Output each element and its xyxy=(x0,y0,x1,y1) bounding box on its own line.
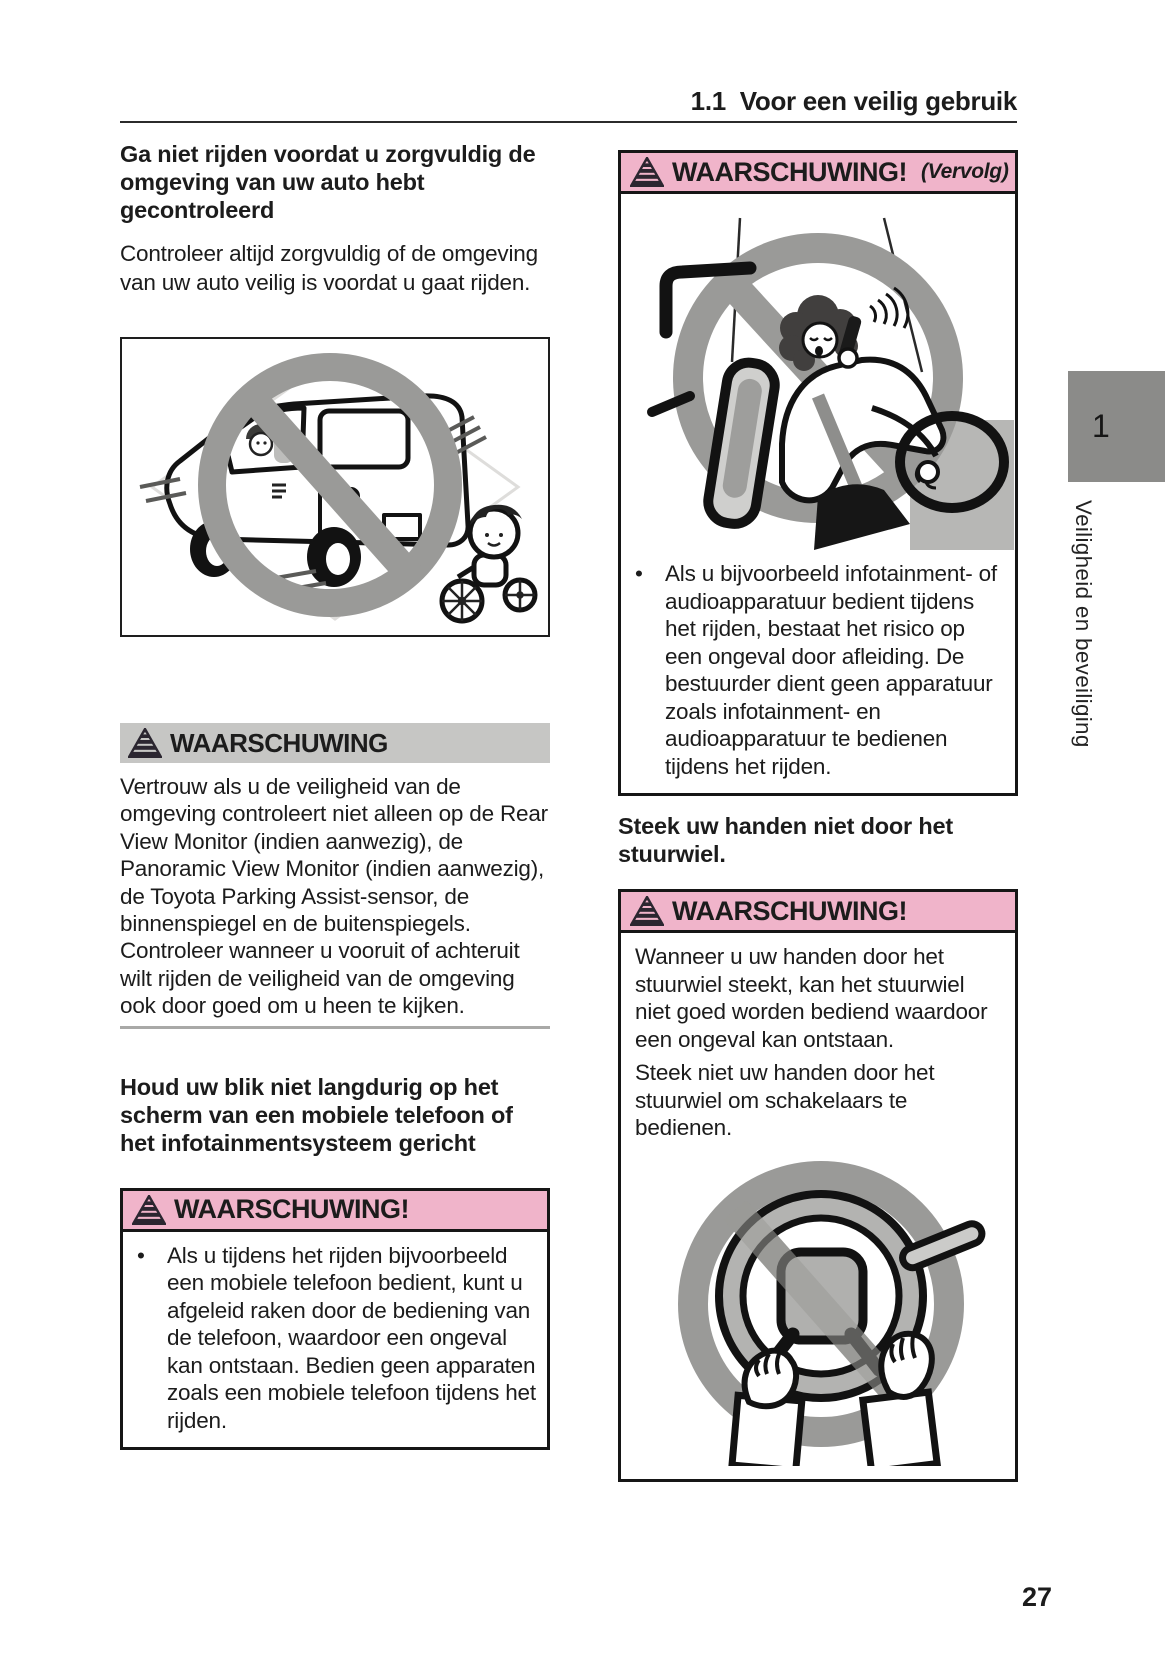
warning-triangle-icon xyxy=(128,728,162,758)
warning-pink-header xyxy=(123,1191,547,1232)
section-heading-check-surroundings: Ga niet rijden voordat u zorgvuldig de omgeving van uw auto hebt gecontroleerd xyxy=(120,141,536,223)
bullet-dot: • xyxy=(635,561,643,586)
warning-paragraph: Wanneer u uw handen door het stuurwiel steekt, kan het stuurwiel niet goed worden bediend waardoor een ongeval kan ontstaan. xyxy=(635,944,988,1052)
chapter-title-vertical: Veiligheid en beveiliging xyxy=(1071,500,1096,748)
chapter-number: 1 xyxy=(1092,408,1110,444)
section-body-check-surroundings: Controleer altijd zorgvuldig of de omgeving van uw auto veilig is voordat u gaat rijden. xyxy=(120,241,538,295)
warning-pink-header xyxy=(621,892,1015,933)
prohibition-van-illustration xyxy=(122,339,548,635)
warning-gray-header xyxy=(120,723,550,763)
warning-pink-body xyxy=(621,550,1015,793)
warning-box-pink-steering xyxy=(618,889,1018,1482)
right-column xyxy=(618,150,1018,1482)
warning-triangle-icon xyxy=(132,1195,166,1225)
no-driving-before-check-figure xyxy=(120,337,550,637)
warning-pink-body xyxy=(621,933,1015,1479)
warning-pink-header xyxy=(621,153,1015,194)
warning-bullet-item xyxy=(631,560,1007,780)
header-divider xyxy=(120,121,1017,123)
warning-gray-title: WAARSCHUWING xyxy=(170,727,388,758)
bullet-dot: • xyxy=(137,1242,145,1268)
chapter-tab xyxy=(1068,371,1165,482)
warning-gray-body: Vertrouw als u de veiligheid van de omgeving controleert niet alleen op de Rear View Monitor (indien aanwezig), de Panoramic View Monitor (indien aanwezig), de Toyota Parking Assist-sensor, de binnenspiegel en de buitenspiegels. Controleer wanneer u vooruit of achteruit wilt rijden de veiligheid van de omgeving ook door goed om u heen te kijken. xyxy=(120,774,548,1019)
bullet-text: Als u tijdens het rijden bijvoorbeeld een mobiele telefoon bedient, kunt u afgeleid raken door de bediening van de telefoon, waardoor een ongeval kan ontstaan. Bedien geen apparaten zoals een mobiele telefoon tijdens het rijden. xyxy=(167,1242,536,1433)
no-hands-through-wheel-figure xyxy=(631,1148,1007,1466)
page-title: 1.1 Voor een veilig gebruik xyxy=(690,86,1017,116)
warning-pink-title: WAARSCHUWING! xyxy=(672,895,907,926)
warning-paragraph: Steek niet uw handen door het stuurwiel om schakelaars te bedienen. xyxy=(635,1060,935,1140)
warning-pink-title: WAARSCHUWING! xyxy=(174,1194,409,1225)
warning-pink-body xyxy=(123,1232,547,1448)
warning-continued-label: (Vervolg) xyxy=(920,160,1009,183)
section-heading-no-staring-at-phone: Houd uw blik niet langdurig op het scherm van een mobiele telefoon of het infotainmentsysteem gericht xyxy=(120,1073,513,1156)
bullet-text: Als u bijvoorbeeld infotainment- of audioapparatuur bedient tijdens het rijden, bestaat het risico op een ongeval door afleiding. De bestuurder dient geen apparatuur zoals infotainment- en audioapparatuur te bedienen tijdens het rijden. xyxy=(665,561,997,779)
warning-triangle-icon xyxy=(630,896,664,926)
warning-gray-divider xyxy=(120,1026,550,1029)
warning-box-pink-phone xyxy=(120,1188,550,1451)
warning-box-gray xyxy=(120,723,550,1029)
warning-bullet-item xyxy=(133,1242,539,1435)
no-phone-while-driving-figure xyxy=(621,200,1015,550)
warning-box-pink-continued xyxy=(618,150,1018,796)
prohibition-phone-driver-illustration xyxy=(622,200,1014,550)
warning-triangle-icon xyxy=(630,157,664,187)
prohibition-steering-wheel-illustration xyxy=(631,1148,1011,1466)
warning-pink-title: WAARSCHUWING! xyxy=(672,156,907,187)
section-heading-hands-through-wheel: Steek uw handen niet door het stuurwiel. xyxy=(618,813,953,867)
left-column xyxy=(120,140,550,1450)
page-number: 27 xyxy=(1022,1582,1053,1612)
